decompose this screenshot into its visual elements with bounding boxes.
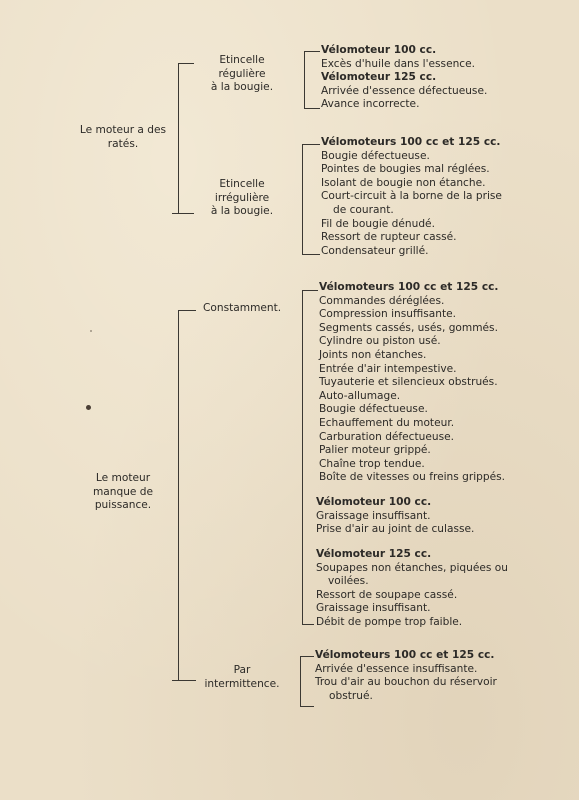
cause-item: Condensateur grillé. [321, 244, 429, 257]
vehicle-heading: Vélomoteur 100 cc. [316, 496, 432, 508]
cause-item: Cylindre ou piston usé. [319, 335, 441, 348]
cause-label [196, 54, 288, 95]
cause-line: Etincelle [219, 54, 265, 66]
cause-item: Echauffement du moteur. [319, 416, 455, 429]
cause-detail-group [321, 136, 502, 258]
cause-line: régulière [218, 67, 266, 80]
vehicle-heading: Vélomoteur 125 cc. [316, 548, 432, 560]
bracket-line [302, 144, 303, 254]
symptom-label [68, 472, 178, 513]
ink-speck [90, 330, 92, 332]
cause-item: Arrivée d'essence insuffisante. [315, 662, 478, 675]
bracket-tick [304, 51, 320, 52]
ink-speck [86, 405, 91, 410]
cause-item: Bougie défectueuse. [321, 149, 430, 162]
vehicle-heading: Vélomoteurs 100 cc et 125 cc. [315, 649, 495, 661]
bracket-line [304, 51, 305, 108]
bracket-tick [300, 656, 314, 657]
cause-item: Avance incorrecte. [321, 98, 420, 111]
cause-item: Joints non étanches. [319, 348, 427, 361]
symptom-label [68, 124, 178, 151]
cause-item: Palier moteur grippé. [319, 444, 431, 457]
bracket-tick [172, 680, 196, 681]
cause-item: Débit de pompe trop faible. [316, 615, 463, 628]
cause-label [196, 178, 288, 219]
vehicle-heading: Vélomoteur 100 cc. [321, 44, 437, 56]
bracket-tick [302, 624, 314, 625]
cause-item: Bougie défectueuse. [319, 403, 428, 416]
cause-label [196, 664, 288, 691]
cause-detail-group [321, 44, 487, 112]
cause-line: Constamment. [203, 302, 282, 314]
symptom-line: Le moteur a des [79, 124, 167, 136]
symptom-line: puissance. [94, 499, 152, 512]
bracket-line [302, 290, 303, 624]
cause-line: Par [233, 664, 251, 676]
cause-label [203, 302, 281, 316]
cause-item: Entrée d'air intempestive. [319, 362, 457, 375]
cause-line: irrégulière [214, 191, 270, 204]
cause-item: Isolant de bougie non étanche. [321, 176, 486, 189]
bracket-line [300, 656, 301, 706]
bracket-tick [302, 144, 320, 145]
cause-detail-group [316, 496, 474, 537]
bracket-tick [300, 706, 314, 707]
cause-item: Excès d'huile dans l'essence. [321, 57, 476, 70]
cause-item: Tuyauterie et silencieux obstrués. [319, 376, 498, 389]
symptom-line: ratés. [107, 137, 139, 150]
cause-item: Court-circuit à la borne de la prise [321, 190, 502, 203]
cause-item: Segments cassés, usés, gommés. [319, 321, 498, 334]
cause-item: obstrué. [329, 689, 373, 702]
cause-detail-group [315, 649, 497, 703]
cause-item: voilées. [328, 575, 369, 588]
cause-item: Ressort de soupape cassé. [316, 588, 458, 601]
bracket-line [178, 310, 179, 680]
vehicle-heading: Vélomoteurs 100 cc et 125 cc. [321, 136, 501, 148]
cause-item: de courant. [333, 203, 394, 216]
vehicle-heading: Vélomoteurs 100 cc et 125 cc. [319, 281, 499, 293]
bracket-tick [302, 254, 320, 255]
cause-item: Carburation défectueuse. [319, 430, 455, 443]
cause-item: Fil de bougie dénudé. [321, 217, 435, 230]
cause-item: Ressort de rupteur cassé. [321, 231, 457, 244]
cause-line: Etincelle [219, 178, 265, 190]
bracket-tick [304, 108, 320, 109]
cause-item: Pointes de bougies mal réglées. [321, 163, 490, 176]
cause-line: à la bougie. [210, 205, 274, 218]
cause-detail-group [319, 281, 505, 485]
cause-item: Trou d'air au bouchon du réservoir [315, 676, 497, 689]
cause-item: Graissage insuffisant. [316, 602, 431, 615]
cause-item: Commandes déréglées. [319, 294, 445, 307]
symptom-line: manque de [92, 485, 154, 498]
cause-line: à la bougie. [210, 81, 274, 94]
cause-item: Prise d'air au joint de culasse. [316, 523, 475, 536]
bracket-tick [172, 213, 194, 214]
cause-item: Graissage insuffisant. [316, 509, 431, 522]
vehicle-heading: Vélomoteur 125 cc. [321, 71, 437, 84]
cause-item: Soupapes non étanches, piquées ou [316, 561, 508, 574]
cause-item: Compression insuffisante. [319, 308, 457, 321]
cause-item: Auto-allumage. [319, 389, 401, 402]
cause-item: Chaîne trop tendue. [319, 457, 425, 470]
cause-detail-group [316, 548, 508, 630]
cause-item: Boîte de vitesses ou freins grippés. [319, 471, 506, 484]
bracket-tick [302, 290, 318, 291]
cause-item: Arrivée d'essence défectueuse. [321, 84, 488, 97]
bracket-tick [178, 63, 194, 64]
bracket-line [178, 63, 179, 213]
symptom-line: Le moteur [95, 472, 151, 484]
cause-line: intermittence. [204, 677, 280, 690]
bracket-tick [178, 310, 196, 311]
